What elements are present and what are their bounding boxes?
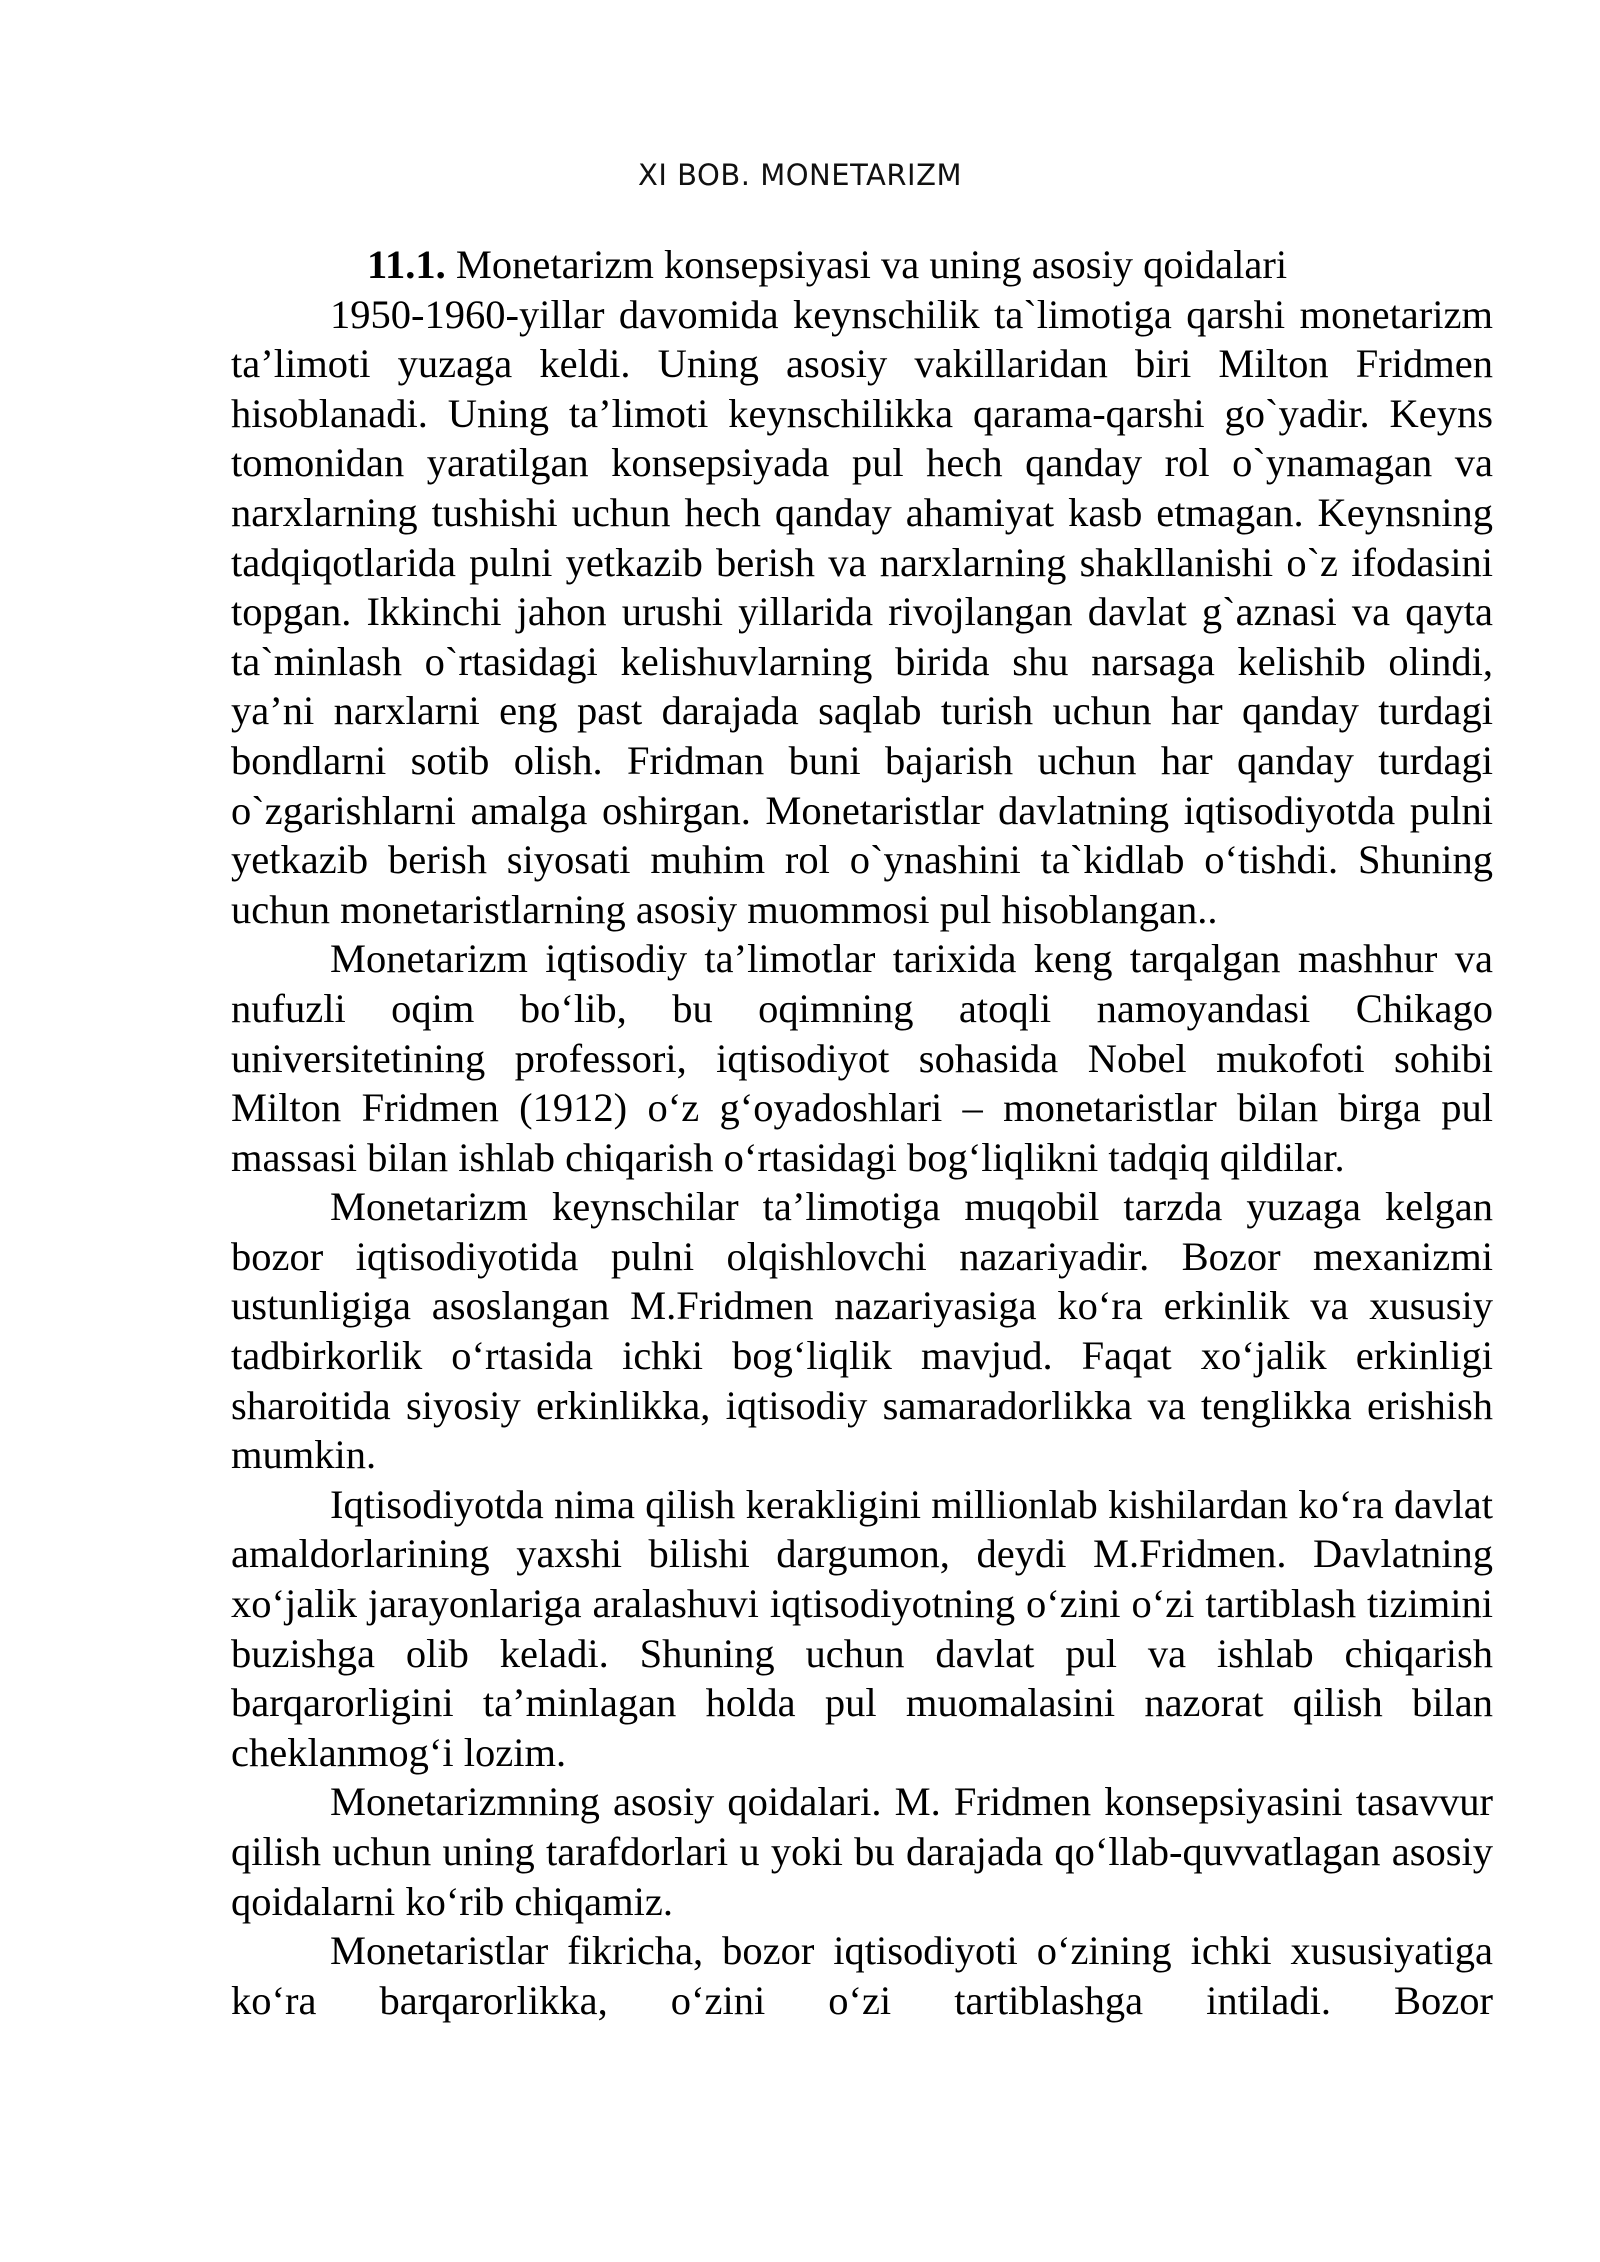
body-text	[231, 240, 1493, 2025]
paragraph: Monetarizm iqtisodiy ta’limotlar tarixida keng tarqalgan mashhur va nufuzli oqim bo‘lib, bu oqimning atoqli namoyandasi Chikago universitetining professori, iqtisodiyot sohasida Nobel mukofoti sohibi Milton Fridmen (1912) o‘z g‘oyadoshlari – monetaristlar bilan birga pul massasi bilan ishlab chiqarish o‘rtasidagi bog‘liqlikni tadqiq qildilar.	[231, 936, 1493, 1180]
section-number: 11.1.	[367, 242, 446, 287]
paragraph: Monetaristlar fikricha, bozor iqtisodiyoti o‘zining ichki xususiyatiga ko‘ra barqarorlikka, o‘zini o‘zi tartiblashga intiladi. Bozor	[231, 1928, 1493, 2023]
section-heading	[231, 240, 1493, 290]
paragraph: Monetarizmning asosiy qoidalari. M. Fridmen konsepsiyasini tasavvur qilish uchun uning tarafdorlari u yoki bu darajada qo‘llab-quvvatlagan asosiy qoidalarni ko‘rib chiqamiz.	[231, 1779, 1493, 1924]
paragraph: 1950-1960-yillar davomida keynschilik ta`limotiga qarshi monetarizm ta’limoti yuzaga keldi. Uning asosiy vakillaridan biri Milton Fridmen hisoblanadi. Uning ta’limoti keynschilikka qarama-qarshi go`yadir. Keyns tomonidan yaratilgan konsepsiyada pul hech qanday rol o`ynamagan va narxlarning tushishi uchun hech qanday ahamiyat kasb etmagan. Keynsning tadqiqotlarida pulni yetkazib berish va narxlarning shakllanishi o`z ifodasini topgan. Ikkinchi jahon urushi yillarida rivojlangan davlat g`aznasi va qayta ta`minlash o`rtasidagi kelishuvlarning birida shu narsaga kelishib olindi, ya’ni narxlarni eng past darajada saqlab turish uchun har qanday turdagi bondlarni sotib olish. Fridman buni bajarish uchun har qanday turdagi o`zgarishlarni amalga oshirgan. Monetaristlar davlatning iqtisodiyotda pulni yetkazib berish siyosati muhim rol o`ynashini ta`kidlab o‘tishdi. Shuning uchun monetaristlarning asosiy muommosi pul hisoblangan..	[231, 291, 1493, 932]
running-head: XI BOB. MONETARIZM	[638, 158, 962, 192]
paragraph: Monetarizm keynschilar ta’limotiga muqobil tarzda yuzaga kelgan bozor iqtisodiyotida pulni olqishlovchi nazariyadir. Bozor mexanizmi ustunligiga asoslangan M.Fridmen nazariyasiga ko‘ra erkinlik va xususiy tadbirkorlik o‘rtasida ichki bog‘liqlik mavjud. Faqat xo‘jalik erkinligi sharoitida siyosiy erkinlikka, iqtisodiy samaradorlikka va tenglikka erishish mumkin.	[231, 1184, 1493, 1478]
section-title: Monetarizm konsepsiyasi va uning asosiy qoidalari	[455, 242, 1288, 287]
paragraph: Iqtisodiyotda nima qilish kerakligini millionlab kishilardan ko‘ra davlat amaldorlarining yaxshi bilishi dargumon, deydi M.Fridmen. Davlatning xo‘jalik jarayonlariga aralashuvi iqtisodiyotning o‘zini o‘zi tartiblash tizimini buzishga olib keladi. Shuning uchun davlat pul va ishlab chiqarish barqarorligini ta’minlagan holda pul muomalasini nazorat qilish bilan cheklanmog‘i lozim.	[231, 1481, 1493, 1775]
